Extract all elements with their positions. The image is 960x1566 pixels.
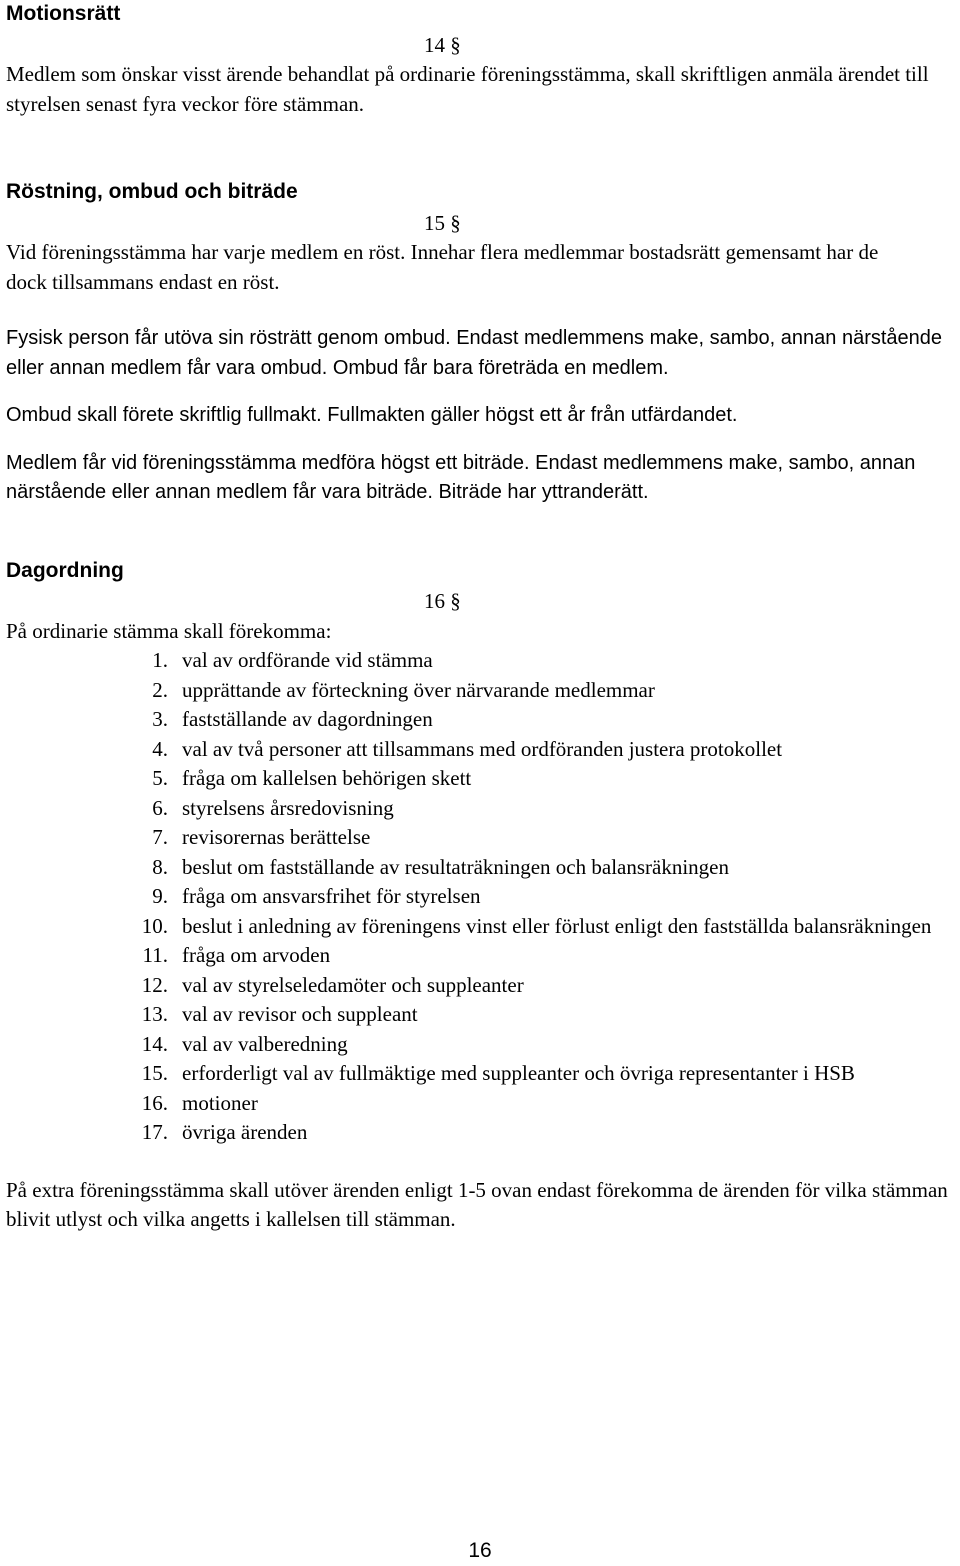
list-item <box>124 912 956 942</box>
list-item-text: val av styrelseledamöter och suppleanter <box>182 972 524 997</box>
list-item-number: 8. <box>152 854 168 879</box>
list-item-number: 3. <box>152 707 168 731</box>
paragraph-number: 14 § <box>424 32 461 57</box>
list-item <box>124 1030 956 1060</box>
list-item-text: styrelsens årsredovisning <box>182 795 394 820</box>
list-item-number: 16. <box>141 1090 168 1115</box>
list-item-text: övriga ärenden <box>182 1120 308 1144</box>
list-item <box>124 941 956 971</box>
list-item-text: val av ordförande vid stämma <box>182 648 433 672</box>
list-item <box>124 823 956 853</box>
section-16 <box>6 556 956 1235</box>
list-item-number: 2. <box>152 677 168 702</box>
list-item-number: 15. <box>141 1061 168 1085</box>
list-item-number: 13. <box>141 1002 168 1026</box>
section-14 <box>6 0 956 119</box>
list-item-text: fråga om kallelsen behörigen skett <box>182 766 472 790</box>
list-item-number: 10. <box>141 913 168 938</box>
list-item <box>124 705 956 735</box>
list-item-number: 11. <box>142 943 168 967</box>
list-item <box>124 882 956 912</box>
list-item <box>124 853 956 883</box>
list-item-number: 5. <box>152 766 168 790</box>
list-item-text: revisorernas berättelse <box>182 825 371 849</box>
list-item-number: 17. <box>141 1120 168 1144</box>
list-item <box>124 735 956 765</box>
list-item-text: val av valberedning <box>182 1031 348 1056</box>
list-item-number: 12. <box>141 972 168 997</box>
page-number: 16 <box>468 1539 492 1562</box>
paragraph-text: Ombud skall förete skriftlig fullmakt. Fullmakten gäller högst ett år från utfärdandet. <box>6 404 738 426</box>
list-item-text: fråga om ansvarsfrihet för styrelsen <box>182 884 481 908</box>
document-page <box>6 0 956 1235</box>
section-heading: Röstning, ombud och biträde <box>6 180 298 203</box>
list-item-text: upprättande av förteckning över närvarande medlemmar <box>182 677 655 702</box>
list-item-number: 7. <box>152 825 168 849</box>
list-item-number: 4. <box>152 736 168 761</box>
list-item-number: 6. <box>152 795 168 820</box>
list-item <box>124 1089 956 1119</box>
section-heading: Dagordning <box>6 558 124 582</box>
list-item-text: val av revisor och suppleant <box>182 1002 418 1026</box>
paragraph-text: Medlem som önskar visst ärende behandlat på ordinarie föreningsstämma, skall skriftligen anmäla ärendet till styrelsen senast fyra veckor före stämman. <box>6 62 929 116</box>
paragraph-number: 15 § <box>424 210 461 235</box>
list-item <box>124 794 956 824</box>
paragraph-text: Fysisk person får utöva sin rösträtt genom ombud. Endast medlemmens make, sambo, annan närstående eller annan medlem får vara ombud. Ombud får bara företräda en medlem. <box>6 327 943 379</box>
section-heading: Motionsrätt <box>6 2 121 25</box>
agenda-list <box>6 646 956 1148</box>
list-item-text: fråga om arvoden <box>182 943 331 967</box>
list-item <box>124 1000 956 1030</box>
list-item-text: beslut om fastställande av resultaträkningen och balansräkningen <box>182 854 729 879</box>
list-item <box>124 1059 956 1089</box>
list-item-number: 9. <box>152 884 168 908</box>
list-item <box>124 676 956 706</box>
list-item-text: fastställande av dagordningen <box>182 707 433 731</box>
agenda-outro: På extra föreningsstämma skall utöver ärenden enligt 1-5 ovan endast förekomma de ärenden för vilka stämman blivit utlyst och vilka angetts i kallelsen till stämman. <box>6 1177 948 1231</box>
list-item-text: beslut i anledning av föreningens vinst eller förlust enligt den fastställda balansräkningen <box>182 913 932 938</box>
list-item <box>124 971 956 1001</box>
agenda-intro: På ordinarie stämma skall förekomma: <box>6 618 332 643</box>
list-item <box>124 646 956 676</box>
list-item <box>124 764 956 794</box>
paragraph-text: Vid föreningsstämma har varje medlem en röst. Innehar flera medlemmar bostadsrätt gemensamt har de dock tillsammans endast en röst. <box>6 240 879 294</box>
list-item-number: 1. <box>152 648 168 672</box>
list-item-number: 14. <box>141 1031 168 1056</box>
list-item-text: erforderligt val av fullmäktige med suppleanter och övriga representanter i HSB <box>182 1061 855 1085</box>
list-item <box>124 1118 956 1148</box>
paragraph-number: 16 § <box>424 589 461 613</box>
list-item-text: val av två personer att tillsammans med ordföranden justera protokollet <box>182 736 783 761</box>
paragraph-text: Medlem får vid föreningsstämma medföra högst ett biträde. Endast medlemmens make, sambo, annan närstående eller annan medlem får vara biträde. Biträde har yttranderätt. <box>6 451 916 503</box>
section-15 <box>6 177 956 508</box>
list-item-text: motioner <box>182 1090 258 1115</box>
